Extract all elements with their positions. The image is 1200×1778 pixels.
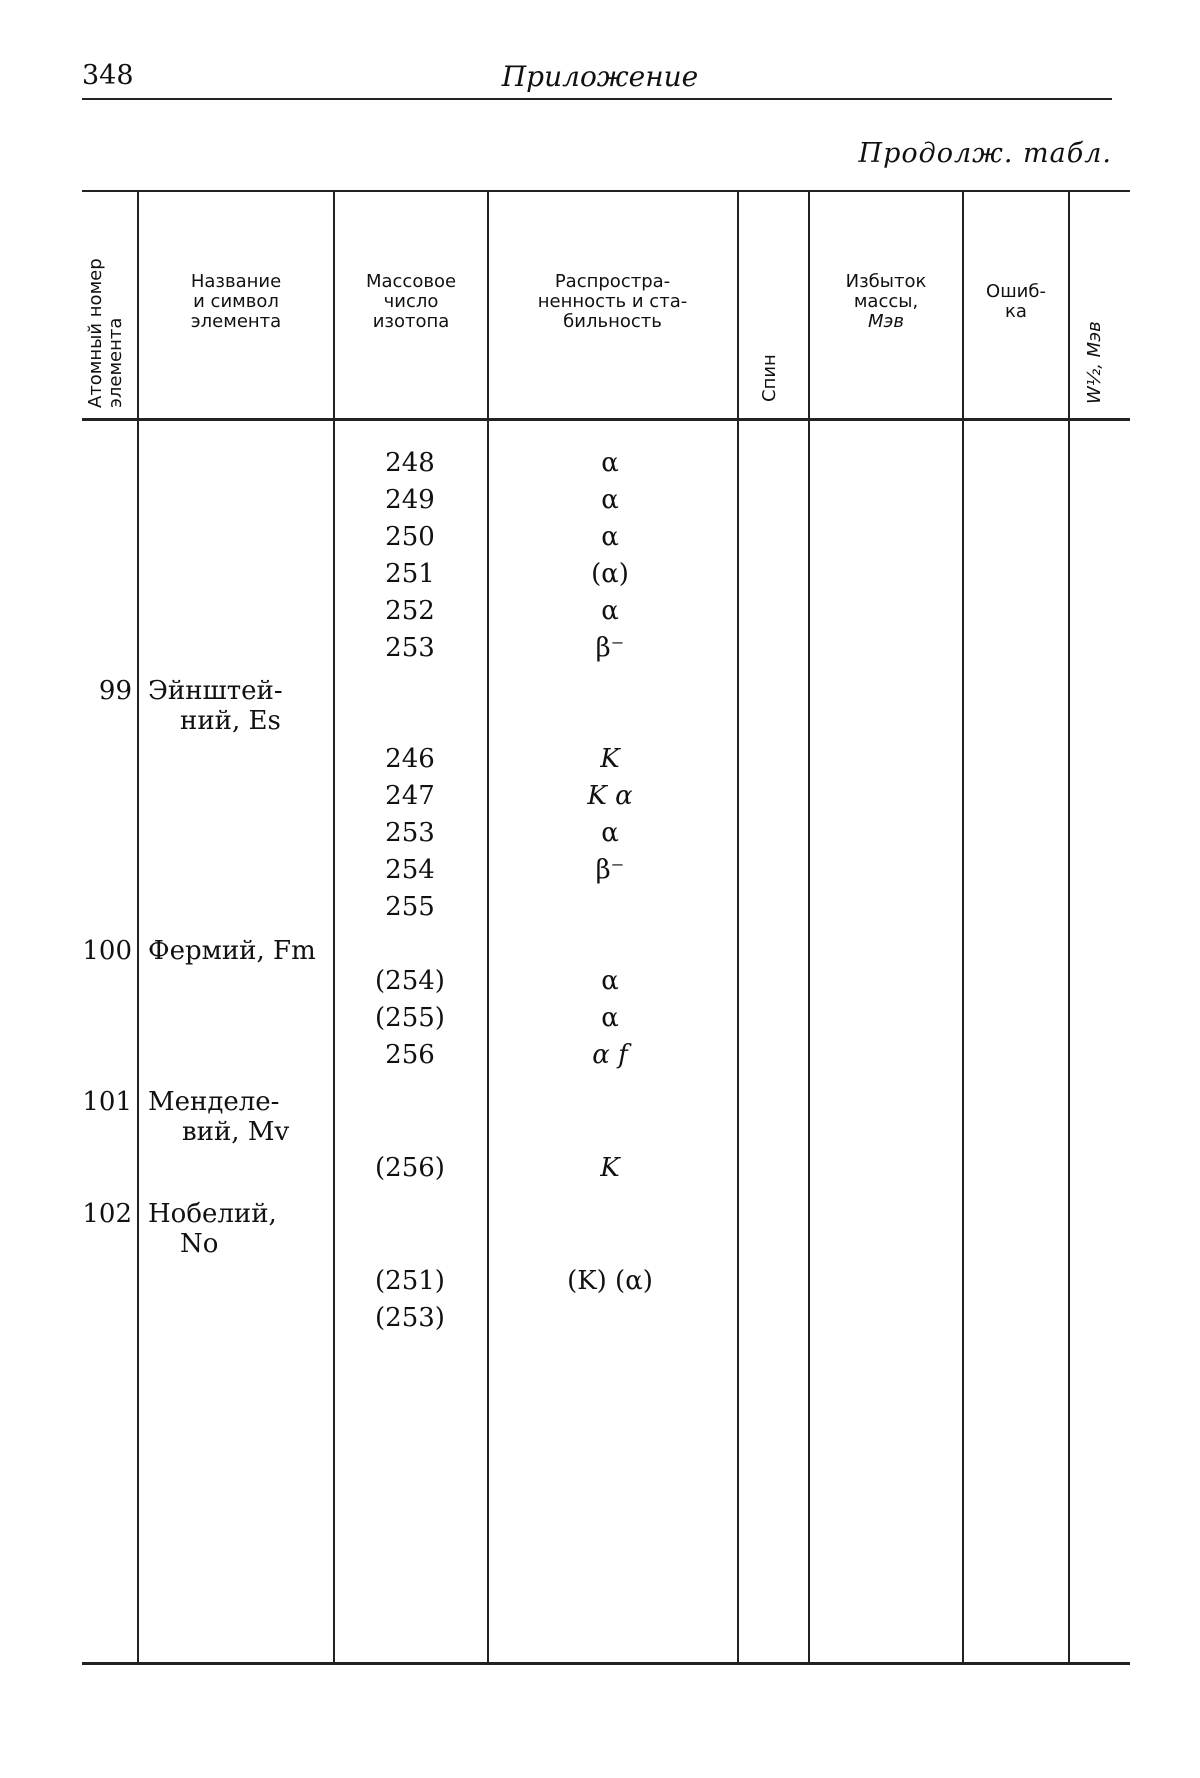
continuation-label: Продолж. табл.: [858, 138, 1112, 169]
decay-mode: β⁻: [595, 855, 625, 885]
decay-mode: α: [601, 485, 619, 515]
header-name-symbol: Название и символ элемента: [190, 271, 282, 332]
header-spin: Спин: [759, 354, 780, 402]
mass-number: 248: [385, 448, 435, 478]
mass-number: (256): [375, 1153, 445, 1183]
column-divider: [137, 192, 139, 1662]
element-name: Менделе- вий, Mv: [148, 1087, 290, 1147]
column-divider: [1068, 192, 1070, 1662]
decay-mode: α f: [592, 1040, 628, 1070]
decay-mode: (K) (α): [567, 1266, 653, 1296]
mass-number: 256: [385, 1040, 435, 1070]
mass-number: (253): [375, 1303, 445, 1333]
mass-number: (251): [375, 1266, 445, 1296]
element-name: Фермий, Fm: [148, 936, 316, 966]
decay-mode: α: [601, 522, 619, 552]
mass-number: (255): [375, 1003, 445, 1033]
decay-mode: α: [601, 966, 619, 996]
mass-number: 254: [385, 855, 435, 885]
running-title: Приложение: [501, 60, 699, 93]
header-width: W½, Мэв: [1084, 321, 1105, 404]
element-name: Эйнштей- ний, Es: [148, 676, 283, 736]
table-top-rule: [82, 190, 1130, 192]
atomic-number: 99: [98, 676, 132, 706]
mass-number: 246: [385, 744, 435, 774]
decay-mode: K: [600, 1153, 620, 1183]
mass-number: 249: [385, 485, 435, 515]
column-divider: [487, 192, 489, 1662]
mass-number: 253: [385, 818, 435, 848]
decay-mode: K: [600, 744, 620, 774]
header-mass-excess: Избыток массы, Мэв: [845, 271, 927, 332]
mass-number: 253: [385, 633, 435, 663]
mass-number: 252: [385, 596, 435, 626]
decay-mode: α: [601, 448, 619, 478]
decay-mode: α: [601, 818, 619, 848]
mass-number: 251: [385, 559, 435, 589]
decay-mode: β⁻: [595, 633, 625, 663]
decay-mode: K α: [587, 781, 633, 811]
header-rule: [82, 98, 1112, 100]
atomic-number: 102: [82, 1199, 132, 1229]
column-divider: [808, 192, 810, 1662]
page-number: 348: [82, 60, 134, 91]
header-error: Ошиб- ка: [986, 281, 1046, 322]
mass-number: 250: [385, 522, 435, 552]
mass-number: 247: [385, 781, 435, 811]
atomic-number: 100: [82, 936, 132, 966]
column-divider: [333, 192, 335, 1662]
decay-mode: (α): [591, 559, 629, 589]
header-abundance: Распростра- ненность и ста- бильность: [537, 271, 688, 332]
atomic-number: 101: [82, 1087, 132, 1117]
header-bottom-rule: [82, 418, 1130, 421]
column-divider: [962, 192, 964, 1662]
column-divider: [737, 192, 739, 1662]
header-mass-number: Массовое число изотопа: [365, 271, 457, 332]
element-name: Нобелий, No: [148, 1199, 277, 1259]
decay-mode: α: [601, 596, 619, 626]
header-atomic-number: Атомный номер элемента: [85, 258, 126, 408]
mass-number: 255: [385, 892, 435, 922]
decay-mode: α: [601, 1003, 619, 1033]
mass-number: (254): [375, 966, 445, 996]
table-bottom-rule: [82, 1662, 1130, 1665]
